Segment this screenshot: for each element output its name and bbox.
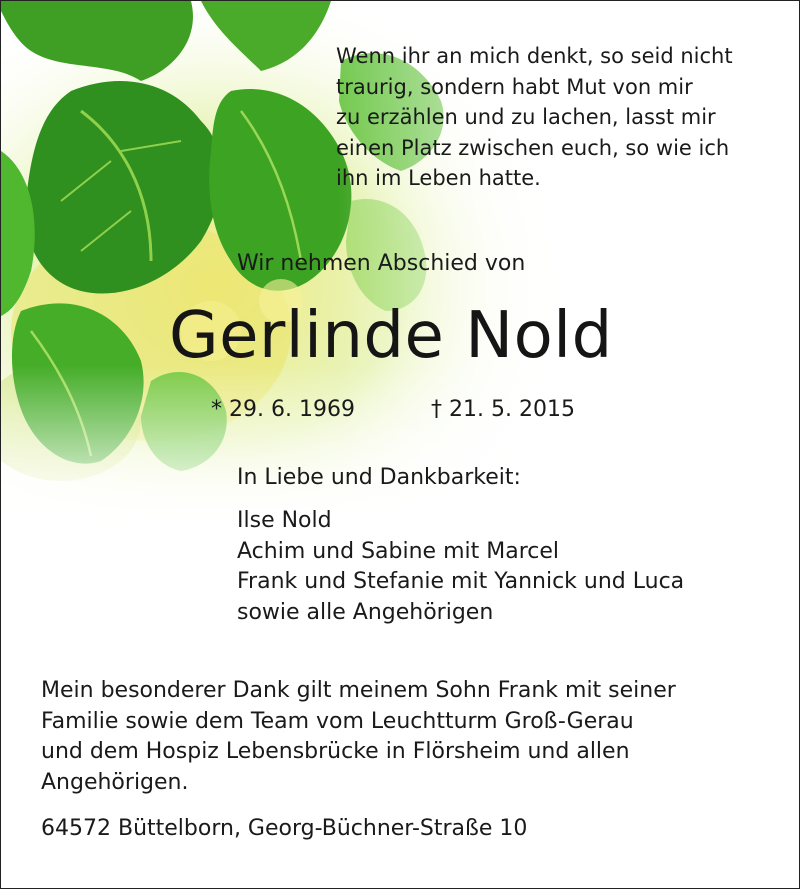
gratitude-line: Familie sowie dem Team vom Leuchtturm Groß-Gerau [41,708,634,734]
death-date: † 21. 5. 2015 [431,397,575,422]
mourner-name: Achim und Sabine mit Marcel [237,538,560,564]
poem-line: Wenn ihr an mich denkt, so seid nicht [336,44,733,68]
gratitude-line: Mein besonderer Dank gilt meinem Sohn Frank mit seiner [41,678,676,703]
mourners-list [237,506,684,628]
gratitude-line: Angehörigen. [41,769,189,795]
mourner-name: Frank und Stefanie mit Yannick und Luca [237,569,685,594]
deceased-name: Gerlinde Nold [169,299,613,373]
memorial-poem [336,41,761,194]
farewell-intro: Wir nehmen Abschied von [237,251,526,276]
gratitude-line: und dem Hospiz Lebensbrücke in Flörsheim und allen [41,739,630,764]
poem-line: ihn im Leben hatte. [336,166,541,190]
birth-date: * 29. 6. 1969 [211,397,355,422]
gratitude-paragraph [41,676,759,798]
poem-line: einen Platz zwischen euch, so wie ich [336,135,730,160]
mourners-heading: In Liebe und Dankbarkeit: [237,465,521,490]
mourner-name: Ilse Nold [237,508,332,533]
mourner-name: sowie alle Angehörigen [237,599,494,625]
poem-line: traurig, sondern habt Mut von mir [336,74,693,99]
postal-address: 64572 Büttelborn, Georg-Büchner-Straße 10 [41,816,528,841]
poem-line: zu erzählen und zu lachen, lasst mir [336,105,716,129]
